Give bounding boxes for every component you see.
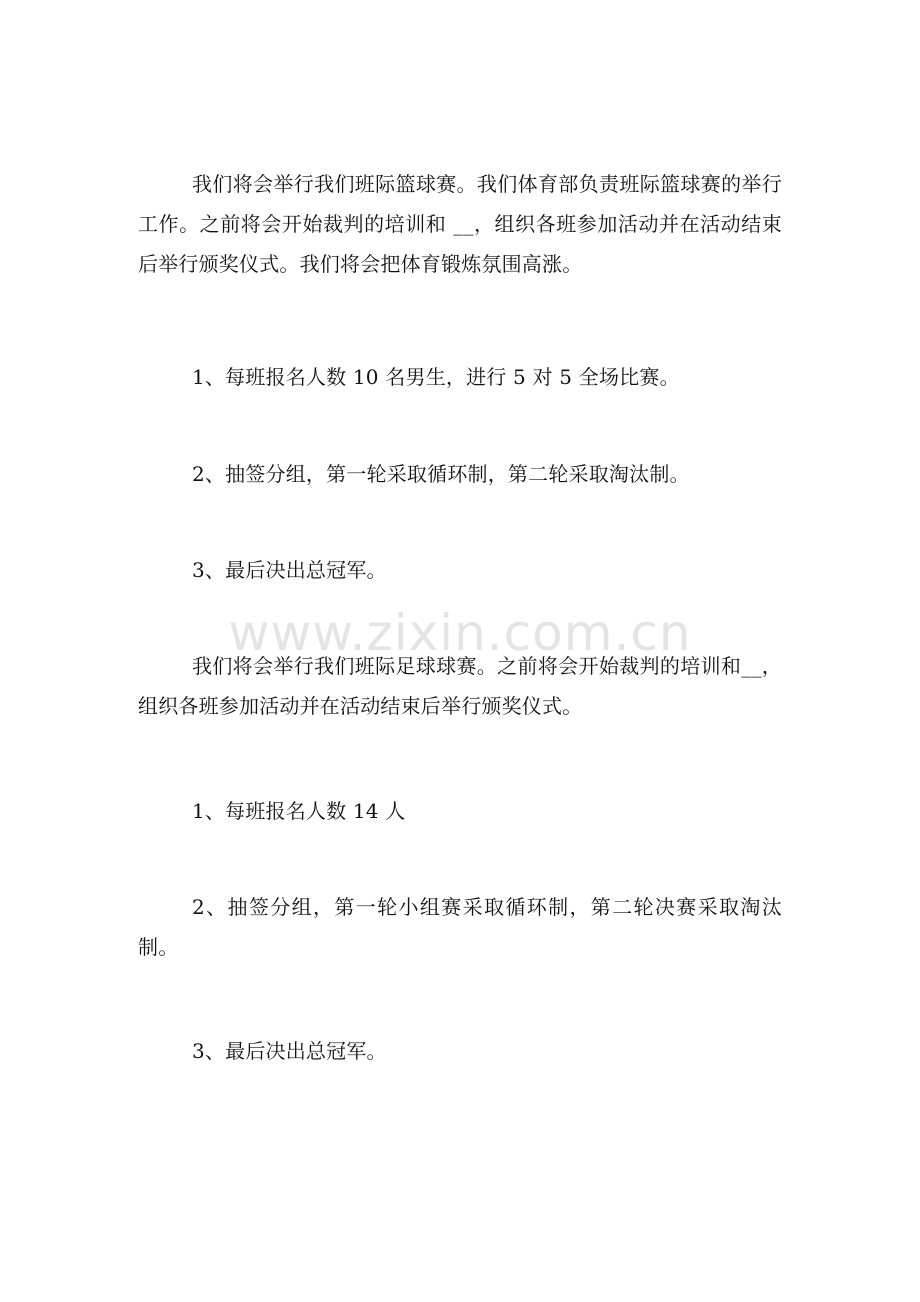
basketball-intro-paragraph: 我们将会举行我们班际篮球赛。我们体育部负责班际篮球赛的举行工作。之前将会开始裁判的培训和 __，组织各班参加活动并在活动结束后举行颁奖仪式。我们将会把体育锻炼氛围高涨。: [138, 172, 782, 276]
football-rule-1: 1、每班报名人数 14 人: [192, 799, 406, 823]
watermark: www.zixin.com.cn: [228, 604, 692, 662]
basketball-rule-2: 2、抽签分组，第一轮采取循环制，第二轮采取淘汰制。: [192, 462, 690, 486]
football-rule-3: 3、最后决出总冠军。: [192, 1039, 387, 1063]
basketball-rule-1: 1、每班报名人数 10 名男生，进行 5 对 5 全场比赛。: [192, 365, 680, 389]
football-intro-paragraph: 我们将会举行我们班际足球球赛。之前将会开始裁判的培训和__，组织各班参加活动并在活动结束后举行颁奖仪式。: [138, 654, 782, 718]
football-rule-2: 2、抽签分组，第一轮小组赛采取循环制，第二轮决赛采取淘汰制。: [138, 895, 782, 959]
basketball-rule-3: 3、最后决出总冠军。: [192, 558, 387, 582]
